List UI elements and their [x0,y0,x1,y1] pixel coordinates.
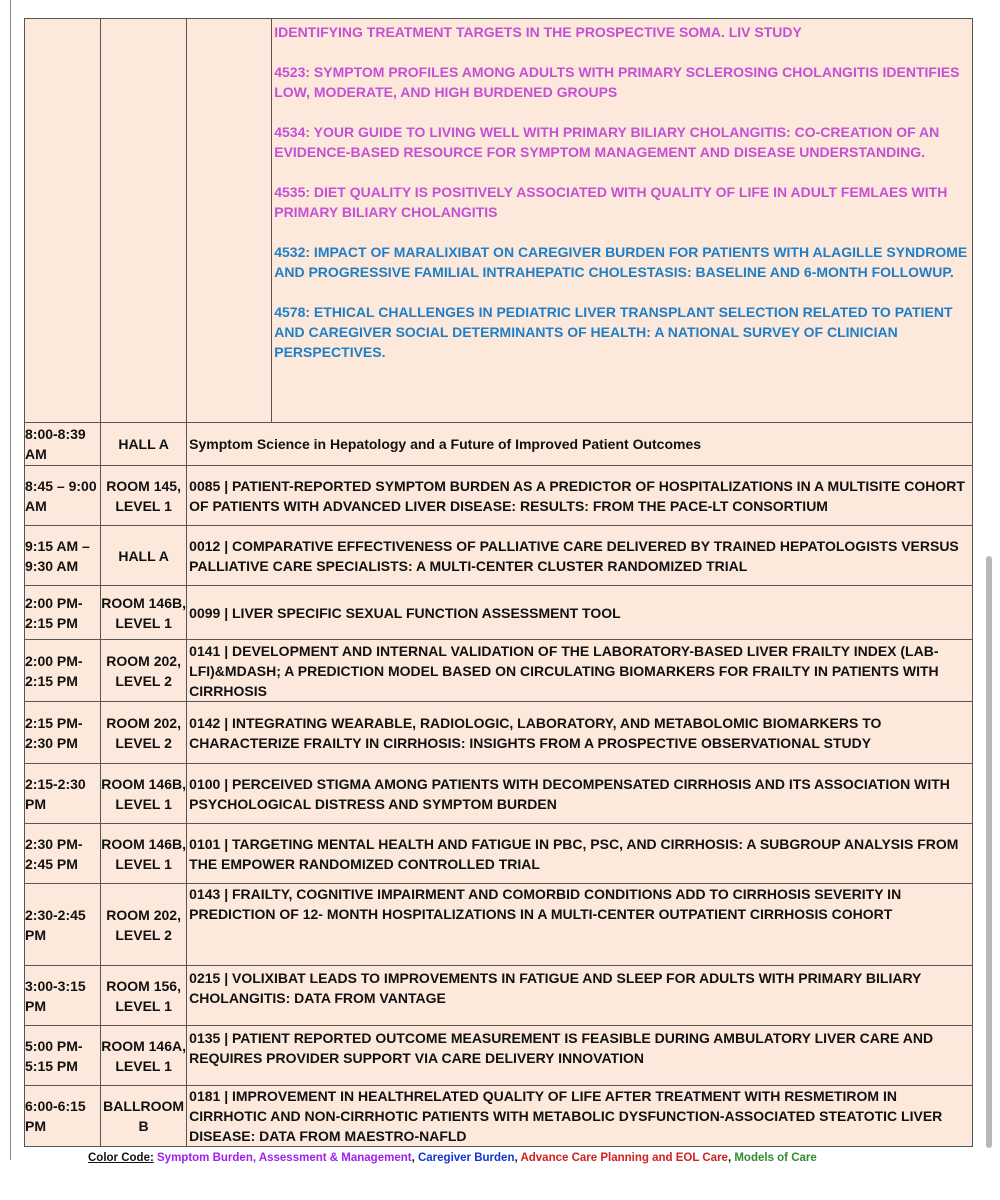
table-row [25,640,973,702]
time-cell: 9:15 AM – 9:30 AM [25,526,101,586]
table-row [25,824,973,884]
room-cell: ROOM 146B, LEVEL 1 [101,824,187,884]
abstract-list-cell [272,19,973,423]
session-title-cell: 0085 | PATIENT-REPORTED SYMPTOM BURDEN AS A PREDICTOR OF HOSPITALIZATIONS IN A MULTISITE COHORT OF PATIENTS WITH ADVANCED LIVER DISEASE: RESULTS: FROM THE PACE-LT CONSORTIUM [187,466,973,526]
empty-cell [187,19,272,423]
table-row [25,423,973,466]
time-cell: 5:00 PM-5:15 PM [25,1026,101,1086]
empty-cell [101,19,187,423]
room-cell: ROOM 202, LEVEL 2 [101,884,187,966]
abstract-item: IDENTIFYING TREATMENT TARGETS IN THE PROSPECTIVE SOMA. LIV STUDY [274,24,802,40]
time-cell: 2:00 PM-2:15 PM [25,586,101,640]
room-cell: ROOM 202, LEVEL 2 [101,640,187,702]
table-row [25,966,973,1026]
room-cell: ROOM 145, LEVEL 1 [101,466,187,526]
room-cell: ROOM 146B, LEVEL 1 [101,586,187,640]
table-row [25,526,973,586]
abstract-item: 4523: SYMPTOM PROFILES AMONG ADULTS WITH PRIMARY SCLEROSING CHOLANGITIS IDENTIFIES LOW, MODERATE, AND HIGH BURDENED GROUPS [274,64,960,100]
legend-item-models-of-care: Models of Care [734,1152,817,1164]
table-row [25,586,973,640]
legend-label: Color Code: [88,1152,154,1164]
table-row [25,764,973,824]
session-title-cell: 0012 | COMPARATIVE EFFECTIVENESS OF PALLIATIVE CARE DELIVERED BY TRAINED HEPATOLOGISTS VERSUS PALLIATIVE CARE SPECIALISTS: A MULTI-CENTER CLUSTER RANDOMIZED TRIAL [187,526,973,586]
session-title-cell: 0141 | DEVELOPMENT AND INTERNAL VALIDATION OF THE LABORATORY-BASED LIVER FRAILTY INDEX (LAB-LFI)&MDASH; A PREDICTION MODEL BASED ON CIRCULATING BIOMARKERS FOR FRAILTY IN PATIENTS WITH CIRRHOSIS [187,640,973,702]
table-row [25,19,973,423]
legend-item-caregiver-burden: Caregiver Burden [417,1152,515,1164]
room-cell: BALLROOM B [101,1086,187,1147]
table-row [25,884,973,966]
session-title-cell: Symptom Science in Hepatology and a Future of Improved Patient Outcomes [187,423,973,466]
legend-item-advance-care-planning: Advance Care Planning and EOL Care [520,1152,728,1164]
schedule-table [24,18,973,1147]
time-cell: 8:45 – 9:00 AM [25,466,101,526]
time-cell: 2:15-2:30 PM [25,764,101,824]
abstract-item: 4535: DIET QUALITY IS POSITIVELY ASSOCIATED WITH QUALITY OF LIFE IN ADULT FEMLAES WITH PRIMARY BILIARY CHOLANGITIS [274,184,948,220]
abstract-item: 4534: YOUR GUIDE TO LIVING WELL WITH PRIMARY BILIARY CHOLANGITIS: CO-CREATION OF AN EVIDENCE-BASED RESOURCE FOR SYMPTOM MANAGEMENT AND DISEASE UNDERSTANDING. [274,124,940,160]
session-title-cell: 0215 | VOLIXIBAT LEADS TO IMPROVEMENTS IN FATIGUE AND SLEEP FOR ADULTS WITH PRIMARY BILIARY CHOLANGITIS: DATA FROM VANTAGE [187,966,973,1026]
room-cell: ROOM 146A, LEVEL 1 [101,1026,187,1086]
session-title-cell: 0181 | IMPROVEMENT IN HEALTHRELATED QUALITY OF LIFE AFTER TREATMENT WITH RESMETIROM IN CIRRHOTIC AND NON-CIRRHOTIC PATIENTS WITH METABOLIC DYSFUNCTION-ASSOCIATED STEATOTIC LIVER DISEASE: DATA FROM MAESTRO-NAFLD [187,1086,973,1147]
time-cell: 2:15 PM-2:30 PM [25,702,101,764]
session-title-cell: 0143 | FRAILTY, COGNITIVE IMPAIRMENT AND COMORBID CONDITIONS ADD TO CIRRHOSIS SEVERITY IN PREDICTION OF 12- MONTH HOSPITALIZATIONS IN A MULTI-CENTER OUTPATIENT CIRRHOSIS COHORT [187,884,973,966]
time-cell: 8:00-8:39 AM [25,423,101,466]
abstract-item: 4578: ETHICAL CHALLENGES IN PEDIATRIC LIVER TRANSPLANT SELECTION RELATED TO PATIENT AND CAREGIVER SOCIAL DETERMINANTS OF HEALTH: A NATIONAL SURVEY OF CLINICIAN PERSPECTIVES. [274,304,953,360]
legend-item-symptom-burden: Symptom Burden, Assessment & Management [157,1152,412,1164]
room-cell: ROOM 146B, LEVEL 1 [101,764,187,824]
table-row [25,1086,973,1147]
session-title-cell: 0135 | PATIENT REPORTED OUTCOME MEASUREMENT IS FEASIBLE DURING AMBULATORY LIVER CARE AND REQUIRES PROVIDER SUPPORT VIA CARE DELIVERY INNOVATION [187,1026,973,1086]
room-cell: HALL A [101,423,187,466]
room-cell: ROOM 202, LEVEL 2 [101,702,187,764]
time-cell: 2:00 PM-2:15 PM [25,640,101,702]
session-title-cell: 0099 | LIVER SPECIFIC SEXUAL FUNCTION ASSESSMENT TOOL [187,586,973,640]
table-row [25,702,973,764]
room-cell: HALL A [101,526,187,586]
session-title-cell: 0101 | TARGETING MENTAL HEALTH AND FATIGUE IN PBC, PSC, AND CIRRHOSIS: A SUBGROUP ANALYSIS FROM THE EMPOWER RANDOMIZED CONTROLLED TRIAL [187,824,973,884]
table-row [25,1026,973,1086]
session-title-cell: 0142 | INTEGRATING WEARABLE, RADIOLOGIC, LABORATORY, AND METABOLOMIC BIOMARKERS TO CHARACTERIZE FRAILTY IN CIRRHOSIS: INSIGHTS FROM A PROSPECTIVE OBSERVATIONAL STUDY [187,702,973,764]
time-cell: 2:30-2:45 PM [25,884,101,966]
session-title-cell: 0100 | PERCEIVED STIGMA AMONG PATIENTS WITH DECOMPENSATED CIRRHOSIS AND ITS ASSOCIATION WITH PSYCHOLOGICAL DISTRESS AND SYMPTOM BURDEN [187,764,973,824]
room-cell: ROOM 156, LEVEL 1 [101,966,187,1026]
scrollbar[interactable] [986,556,992,1148]
table-row [25,466,973,526]
abstract-item: 4532: IMPACT OF MARALIXIBAT ON CAREGIVER BURDEN FOR PATIENTS WITH ALAGILLE SYNDROME AND PROGRESSIVE FAMILIAL INTRAHEPATIC CHOLESTASIS: BASELINE AND 6-MONTH FOLLOWUP. [274,244,968,280]
page-border [10,0,11,1160]
time-cell: 2:30 PM-2:45 PM [25,824,101,884]
time-cell: 6:00-6:15 PM [25,1086,101,1147]
color-code-legend: Color Code: Symptom Burden, Assessment & Management, Caregiver Burden, Advance Care Planning and EOL Care, Models of Care [88,1152,817,1164]
time-cell: 3:00-3:15 PM [25,966,101,1026]
empty-cell [25,19,101,423]
